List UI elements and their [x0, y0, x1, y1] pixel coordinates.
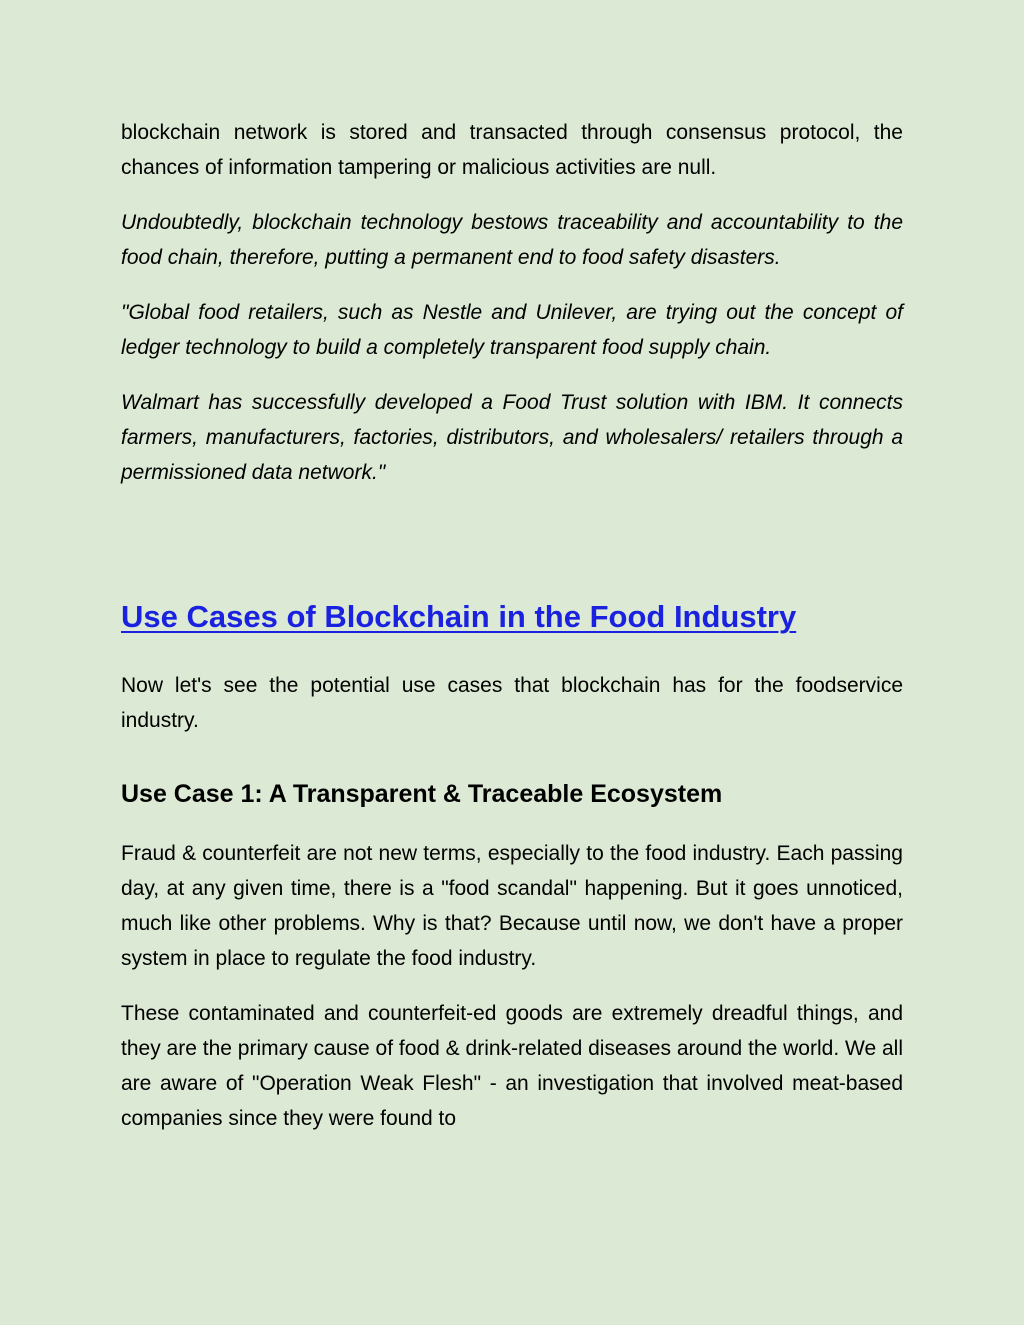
- paragraph-walmart-quote: Walmart has successfully developed a Food Trust solution with IBM. It connects farmers, manufacturers, factories, distributors, and wholesalers/ retailers through a permissioned data network.": [121, 391, 903, 484]
- document-body: [121, 115, 903, 1136]
- section-intro: Now let's see the potential use cases that blockchain has for the foodservice industry.: [121, 674, 903, 732]
- section-heading-link[interactable]: Use Cases of Blockchain in the Food Industry: [121, 599, 797, 634]
- paragraph-retailers-quote: "Global food retailers, such as Nestle and Unilever, are trying out the concept of ledger technology to build a completely transparent food supply chain.: [121, 301, 903, 359]
- section-heading: [121, 597, 903, 637]
- use-case-1-heading: Use Case 1: A Transparent & Traceable Ecosystem: [121, 780, 723, 808]
- use-case-1-paragraph-fraud: Fraud & counterfeit are not new terms, especially to the food industry. Each passing day, at any given time, there is a "food scandal" happening. But it goes unnoticed, much like other problems. Why is that? Because until now, we don't have a proper system in place to regulate the food industry.: [121, 842, 903, 970]
- paragraph-traceability-quote: Undoubtedly, blockchain technology bestows traceability and accountability to the food chain, therefore, putting a permanent end to food safety disasters.: [121, 211, 903, 269]
- use-case-1-paragraph-contaminated: These contaminated and counterfeit-ed goods are extremely dreadful things, and they are the primary cause of food & drink-related diseases around the world. We all are aware of "Operation Weak Flesh" - an investigation that involved meat-based companies since they were found to: [121, 1002, 903, 1130]
- paragraph-consensus: blockchain network is stored and transacted through consensus protocol, the chances of information tampering or malicious activities are null.: [121, 121, 903, 179]
